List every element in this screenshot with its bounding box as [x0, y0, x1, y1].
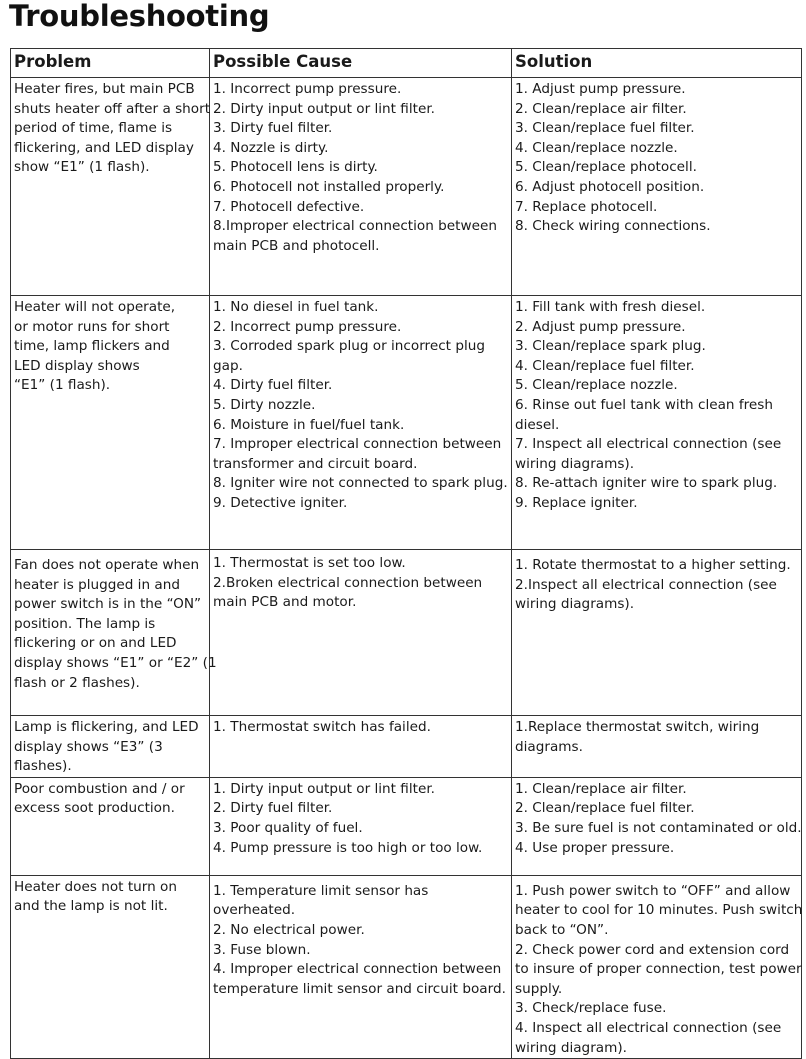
problem-text-line: Heater will not operate,	[14, 299, 176, 315]
cause-text-line: 6. Photocell not installed properly.	[213, 178, 445, 195]
cause-text-line: 1. Dirty input output or lint filter.	[213, 780, 436, 797]
header-solution: Solution	[512, 49, 802, 78]
cause-text-line: 5. Photocell lens is dirty.	[213, 159, 378, 176]
header-problem: Problem	[11, 49, 210, 78]
problem-cell	[11, 716, 210, 778]
cause-cell	[210, 716, 512, 778]
table-row	[11, 296, 802, 550]
table-row	[11, 550, 802, 716]
solution-text-line: wiring diagram).	[515, 1039, 627, 1056]
solution-text-line: 7. Replace photocell.	[515, 198, 658, 215]
cause-text-line: 8.Improper electrical connection between	[213, 218, 497, 235]
cause-text-line: 8. Igniter wire not connected to spark plug.	[213, 475, 508, 492]
problem-text-line: Heater fires, but main PCB	[14, 81, 195, 97]
problem-text-line: flashes).	[14, 758, 72, 775]
problem-text-line: Poor combustion and / or	[14, 780, 185, 797]
cause-text-line: 1. Thermostat switch has failed.	[213, 719, 431, 735]
cause-text-line: main PCB and motor.	[213, 594, 357, 611]
solution-text-line: 9. Replace igniter.	[515, 494, 638, 511]
cause-text-line: temperature limit sensor and circuit board.	[213, 980, 506, 997]
table-row	[11, 777, 802, 875]
problem-text-line: excess soot production.	[14, 800, 175, 817]
page-title: Troubleshooting	[9, 0, 270, 33]
solution-text-line: 1. Rotate thermostat to a higher setting.	[515, 557, 791, 573]
problem-cell	[11, 777, 210, 875]
table-row	[11, 716, 802, 778]
solution-cell	[512, 78, 802, 296]
solution-text-line: 4. Clean/replace nozzle.	[515, 139, 678, 156]
solution-text-line: 3. Be sure fuel is not contaminated or old.	[515, 819, 802, 836]
solution-cell	[512, 875, 802, 1058]
cause-text-line: 7. Improper electrical connection between	[213, 436, 502, 453]
solution-text-line: 2. Clean/replace fuel filter.	[515, 800, 695, 817]
solution-text-line: 1.Replace thermostat switch, wiring	[515, 719, 760, 735]
solution-text-line: 8. Check wiring connections.	[515, 218, 711, 235]
problem-text-line: heater is plugged in and	[14, 576, 180, 593]
solution-text-line: 8. Re-attach igniter wire to spark plug.	[515, 475, 778, 492]
problem-text-line: and the lamp is not lit.	[14, 898, 168, 915]
cause-text-line: overheated.	[213, 902, 296, 919]
cause-text-line: 3. Corroded spark plug or incorrect plug	[213, 338, 485, 355]
solution-text-line: diagrams.	[515, 738, 583, 755]
solution-text-line: 5. Clean/replace nozzle.	[515, 377, 678, 394]
table-row	[11, 78, 802, 296]
solution-cell	[512, 550, 802, 716]
solution-text-line: 2. Check power cord and extension cord	[515, 941, 790, 958]
problem-cell	[11, 875, 210, 1058]
problem-text-line: LED display shows	[14, 357, 140, 374]
problem-text-line: flickering or on and LED	[14, 635, 177, 652]
cause-text-line: 1. Thermostat is set too low.	[213, 555, 406, 571]
cause-text-line: 2. Dirty input output or lint filter.	[213, 100, 436, 117]
solution-text-line: supply.	[515, 980, 563, 997]
solution-text-line: wiring diagrams).	[515, 455, 635, 472]
solution-text-line: 4. Clean/replace fuel filter.	[515, 357, 695, 374]
cause-text-line: 3. Fuse blown.	[213, 941, 311, 958]
solution-text-line: back to “ON”.	[515, 921, 609, 938]
cause-text-line: 5. Dirty nozzle.	[213, 396, 316, 413]
problem-text-line: show “E1” (1 flash).	[14, 159, 150, 176]
cause-cell	[210, 78, 512, 296]
problem-text-line: flickering, and LED display	[14, 139, 194, 156]
solution-text-line: 2.Inspect all electrical connection (see	[515, 576, 777, 593]
solution-text-line: 4. Use proper pressure.	[515, 839, 675, 856]
header-possible-cause: Possible Cause	[210, 49, 512, 78]
problem-text-line: shuts heater off after a short	[14, 100, 211, 117]
table-row	[11, 875, 802, 1058]
solution-text-line: 7. Inspect all electrical connection (see	[515, 436, 782, 453]
cause-cell	[210, 777, 512, 875]
problem-text-line: display shows “E1” or “E2” (1	[14, 654, 217, 671]
solution-text-line: 3. Check/replace fuse.	[515, 1000, 667, 1017]
cause-text-line: 3. Poor quality of fuel.	[213, 819, 363, 836]
solution-text-line: 1. Fill tank with fresh diesel.	[515, 299, 706, 315]
cause-cell	[210, 296, 512, 550]
cause-text-line: 9. Detective igniter.	[213, 494, 348, 511]
problem-cell	[11, 296, 210, 550]
solution-text-line: wiring diagrams).	[515, 596, 635, 613]
problem-text-line: power switch is in the “ON”	[14, 596, 202, 613]
solution-cell	[512, 296, 802, 550]
cause-text-line: 2. Dirty fuel filter.	[213, 800, 333, 817]
problem-text-line: period of time, flame is	[14, 120, 173, 137]
cause-text-line: 2.Broken electrical connection between	[213, 574, 483, 591]
solution-text-line: diesel.	[515, 416, 560, 433]
cause-cell	[210, 875, 512, 1058]
cause-text-line: 4. Dirty fuel filter.	[213, 377, 333, 394]
solution-text-line: heater to cool for 10 minutes. Push switch	[515, 902, 803, 919]
cause-text-line: main PCB and photocell.	[213, 237, 380, 254]
solution-text-line: 1. Push power switch to “OFF” and allow	[515, 882, 791, 899]
cause-text-line: 3. Dirty fuel filter.	[213, 120, 333, 137]
solution-text-line: 3. Clean/replace spark plug.	[515, 338, 706, 355]
cause-text-line: 1. Temperature limit sensor has	[213, 882, 429, 899]
solution-text-line: 6. Adjust photocell position.	[515, 178, 705, 195]
solution-text-line: 2. Adjust pump pressure.	[515, 318, 686, 335]
solution-text-line: 5. Clean/replace photocell.	[515, 159, 697, 176]
problem-cell	[11, 78, 210, 296]
cause-text-line: 1. No diesel in fuel tank.	[213, 299, 379, 315]
solution-cell	[512, 777, 802, 875]
problem-text-line: Lamp is flickering, and LED	[14, 719, 199, 735]
cause-text-line: 4. Nozzle is dirty.	[213, 139, 329, 156]
cause-text-line: 1. Incorrect pump pressure.	[213, 81, 402, 97]
problem-text-line: flash or 2 flashes).	[14, 674, 140, 691]
solution-text-line: 3. Clean/replace fuel filter.	[515, 120, 695, 137]
problem-text-line: time, lamp flickers and	[14, 338, 170, 355]
problem-text-line: Fan does not operate when	[14, 557, 200, 573]
solution-text-line: 4. Inspect all electrical connection (see	[515, 1019, 782, 1036]
solution-text-line: to insure of proper connection, test power	[515, 961, 802, 978]
table-header-row	[11, 49, 802, 78]
problem-cell	[11, 550, 217, 716]
cause-cell	[210, 550, 512, 716]
solution-text-line: 1. Adjust pump pressure.	[515, 81, 686, 97]
cause-text-line: 4. Improper electrical connection between	[213, 961, 502, 978]
cause-text-line: 2. Incorrect pump pressure.	[213, 318, 402, 335]
cause-text-line: 2. No electrical power.	[213, 921, 365, 938]
problem-text-line: Heater does not turn on	[14, 878, 177, 895]
problem-text-line: display shows “E3” (3	[14, 738, 163, 755]
solution-text-line: 2. Clean/replace air filter.	[515, 100, 687, 117]
solution-text-line: 6. Rinse out fuel tank with clean fresh	[515, 396, 773, 413]
cause-text-line: 6. Moisture in fuel/fuel tank.	[213, 416, 405, 433]
solution-text-line: 1. Clean/replace air filter.	[515, 780, 687, 797]
problem-text-line: position. The lamp is	[14, 615, 156, 632]
cause-text-line: 7. Photocell defective.	[213, 198, 365, 215]
troubleshooting-table	[10, 48, 802, 1059]
cause-text-line: gap.	[213, 357, 243, 374]
solution-cell	[512, 716, 802, 778]
cause-text-line: transformer and circuit board.	[213, 455, 418, 472]
problem-text-line: or motor runs for short	[14, 318, 170, 335]
problem-text-line: “E1” (1 flash).	[14, 377, 111, 394]
cause-text-line: 4. Pump pressure is too high or too low.	[213, 839, 483, 856]
